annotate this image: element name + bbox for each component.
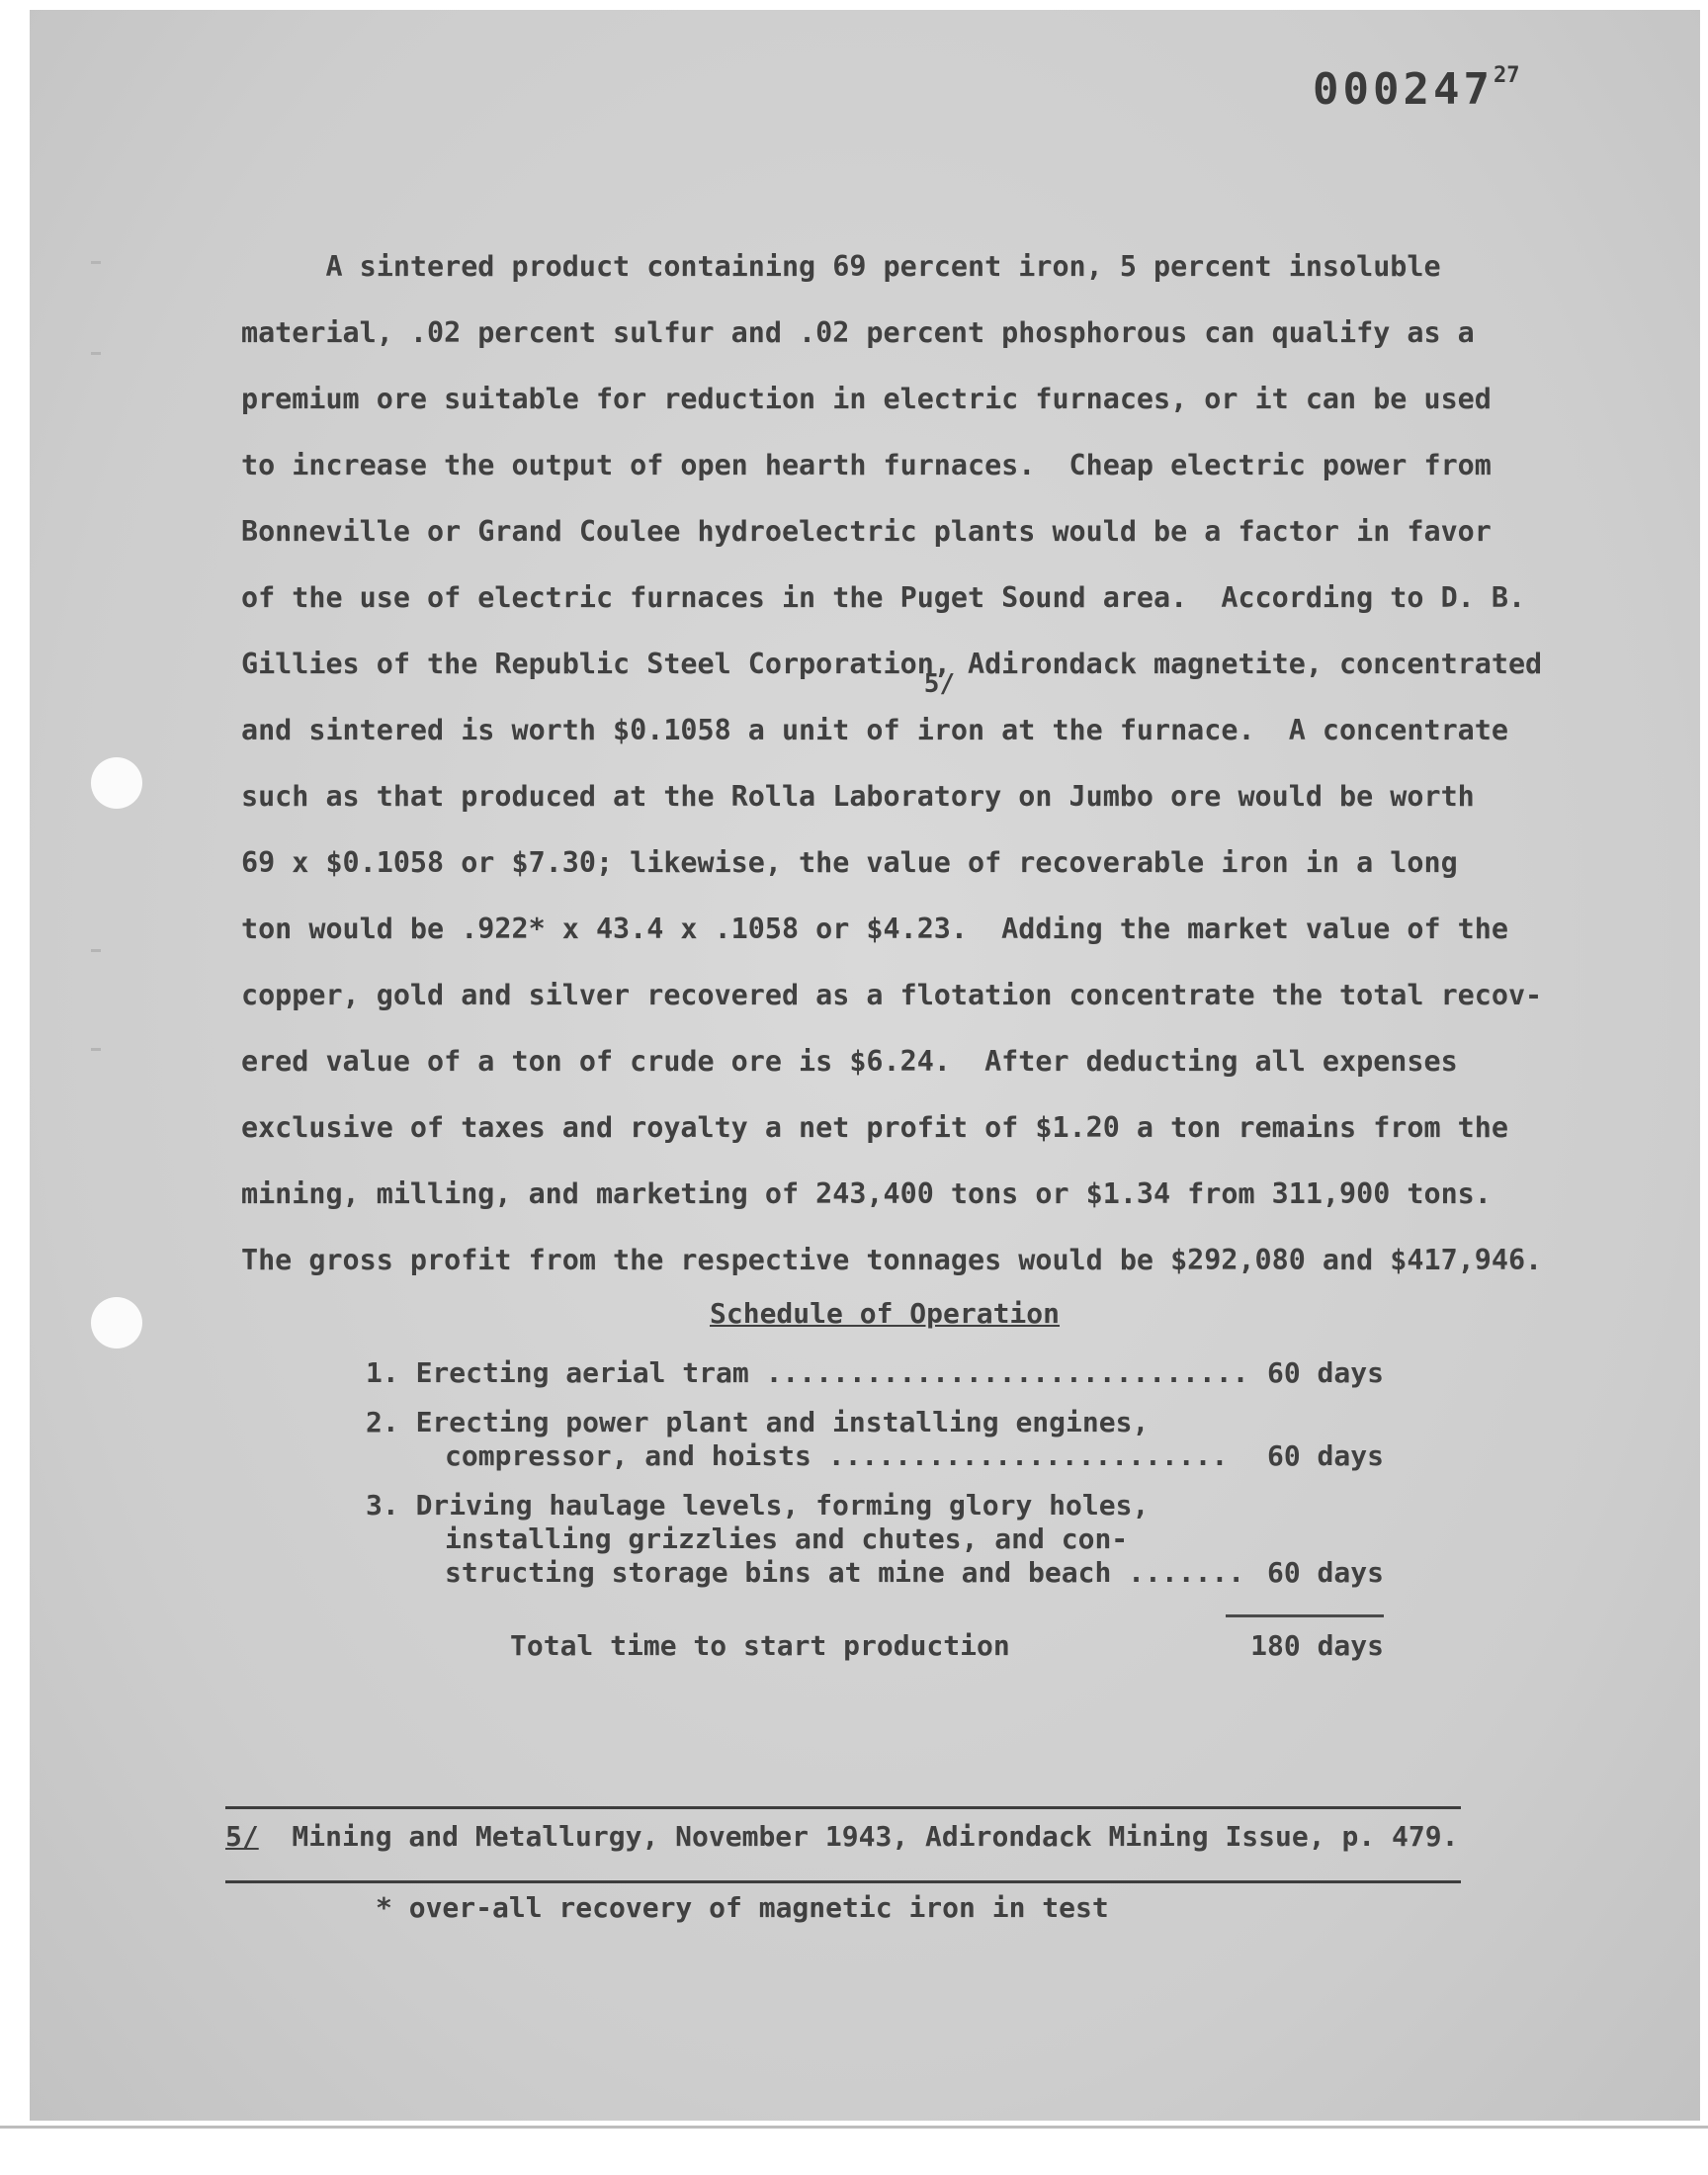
punch-hole	[91, 757, 142, 809]
schedule-item-text: installing grizzlies and chutes, and con-	[445, 1522, 1129, 1555]
schedule-item-days: 60 days	[1266, 1439, 1384, 1472]
schedule-item-text: structing storage bins at mine and beach .......	[445, 1556, 1245, 1589]
body-line: A sintered product containing 69 percent iron, 5 percent insoluble	[241, 250, 1441, 283]
schedule-item-days: 60 days	[1266, 1556, 1384, 1589]
footnote	[225, 1809, 1458, 1865]
page-number	[1313, 63, 1519, 115]
body-line: ered value of a ton of crude ore is $6.24. After deducting all expenses	[241, 1045, 1458, 1078]
asterisk-footnote: * over-all recovery of magnetic iron in test	[376, 1891, 1109, 1924]
body-line: mining, milling, and marketing of 243,400 tons or $1.34 from 311,900 tons.	[241, 1177, 1492, 1210]
punch-hole	[91, 1297, 142, 1348]
schedule-total	[510, 1629, 1384, 1662]
body-line: of the use of electric furnaces in the Puget Sound area. According to D. B.	[241, 581, 1526, 614]
margin-mark	[91, 1048, 101, 1051]
footnote-mark: 5/	[225, 1820, 259, 1853]
body-line: material, .02 percent sulfur and .02 percent phosphorous can qualify as a	[241, 316, 1475, 349]
body-line: Bonneville or Grand Coulee hydroelectric plants would be a factor in favor	[241, 515, 1492, 548]
body-text-segment: , Adirondack magnetite, concentrated	[933, 648, 1543, 680]
schedule-item-text: compressor, and hoists ........................	[445, 1439, 1229, 1472]
body-text-segment: Gillies of the Republic Steel Corporation	[241, 648, 934, 680]
schedule-list	[366, 1356, 1384, 1606]
total-days: 180 days	[1250, 1629, 1384, 1662]
schedule-item-days: 60 days	[1266, 1356, 1384, 1389]
schedule-item-text: 1. Erecting aerial tram .............................	[366, 1356, 1249, 1389]
body-line: ton would be .922* x 43.4 x .1058 or $4.23. Adding the market value of the	[241, 913, 1508, 945]
total-rule	[1226, 1614, 1384, 1617]
body-line: premium ore suitable for reduction in electric furnaces, or it can be used	[241, 383, 1492, 415]
body-line: and sintered is worth $0.1058 a unit of iron at the furnace. A concentrate	[241, 714, 1508, 746]
margin-mark	[91, 949, 101, 952]
footnote-reference-mark: 5/	[923, 669, 956, 699]
body-line: copper, gold and silver recovered as a flotation concentrate the total recov-	[241, 979, 1543, 1011]
margin-mark	[91, 352, 101, 355]
schedule-item	[366, 1356, 1384, 1390]
schedule-item-text: 2. Erecting power plant and installing engines,	[366, 1406, 1150, 1438]
body-line: 69 x $0.1058 or $7.30; likewise, the value of recoverable iron in a long	[241, 846, 1458, 879]
body-line: The gross profit from the respective tonnages would be $292,080 and $417,946.	[241, 1244, 1543, 1276]
page-number-superscript: 27	[1493, 63, 1520, 88]
body-line-gillies	[241, 631, 1543, 699]
schedule-item	[366, 1489, 1384, 1590]
schedule-item-text: 3. Driving haulage levels, forming glory holes,	[366, 1489, 1150, 1522]
schedule-item	[366, 1406, 1384, 1473]
footnote-text: Mining and Metallurgy, November 1943, Adirondack Mining Issue, p. 479.	[258, 1820, 1459, 1853]
body-line: exclusive of taxes and royalty a net profit of $1.20 a ton remains from the	[241, 1111, 1508, 1144]
margin-mark	[91, 261, 101, 264]
total-label: Total time to start production	[510, 1629, 1010, 1662]
body-line: to increase the output of open hearth furnaces. Cheap electric power from	[241, 449, 1492, 481]
body-paragraph	[241, 233, 1543, 1293]
page-number-main: 000247	[1313, 64, 1494, 115]
schedule-title: Schedule of Operation	[710, 1297, 1061, 1330]
scan-edge	[0, 2126, 1708, 2129]
body-line: such as that produced at the Rolla Laboratory on Jumbo ore would be worth	[241, 780, 1475, 813]
